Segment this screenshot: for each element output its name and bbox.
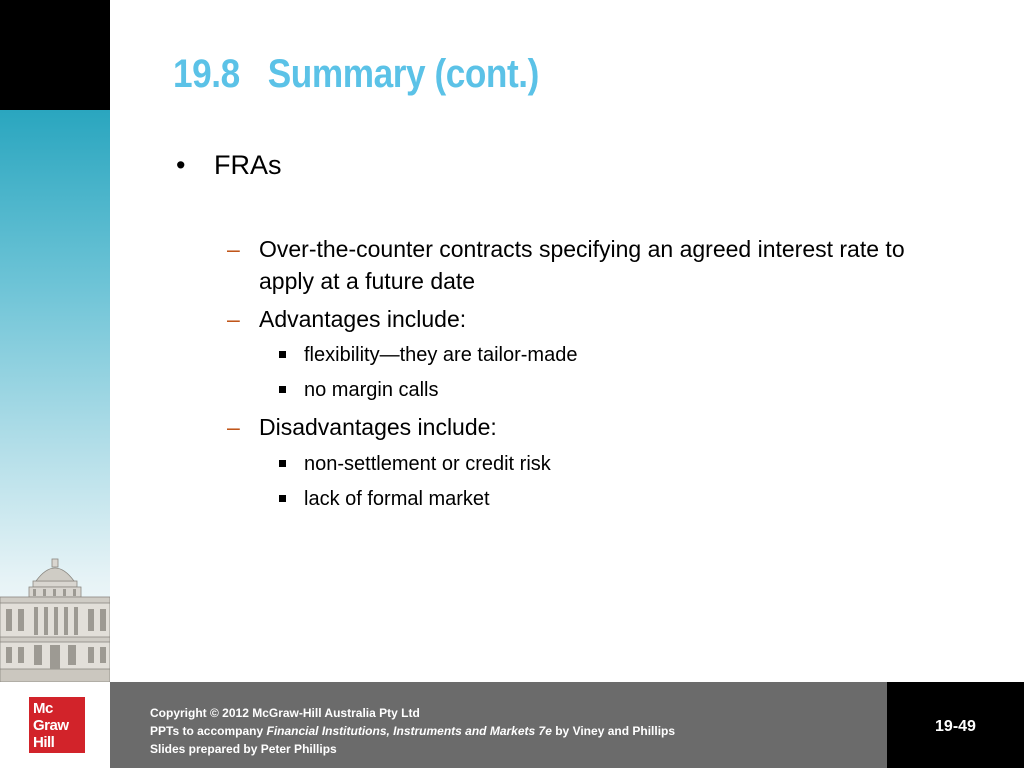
disadvantage-text: lack of formal market [304, 488, 490, 510]
dash-marker: – [227, 306, 240, 332]
logo-line: Hill [33, 734, 55, 751]
footer-info-bar [110, 682, 887, 768]
dash-marker: – [227, 414, 240, 440]
page-number: 19-49 [935, 718, 976, 735]
footer-text [150, 704, 675, 758]
dash-marker: – [227, 236, 240, 262]
logo-area [0, 682, 110, 768]
advantage-text: flexibility—they are tailor-made [304, 344, 578, 366]
page-number-block [887, 682, 1024, 768]
book-title: Financial Institutions, Instruments and Markets 7e [266, 724, 552, 738]
disadvantage-text: non-settlement or credit risk [304, 453, 551, 475]
logo-line: Mc [33, 700, 53, 717]
slide-title: 19.8 Summary (cont.) [173, 52, 539, 96]
logo-line: Graw [33, 717, 69, 734]
sub-item-text: Disadvantages include: [259, 414, 497, 440]
prepared-by-line: Slides prepared by Peter Phillips [150, 742, 337, 756]
ppts-line [150, 722, 675, 740]
building-illustration [0, 557, 110, 682]
ppts-prefix: PPTs to accompany [150, 724, 267, 738]
square-bullet [279, 351, 286, 358]
sub-item-text: Advantages include: [259, 306, 467, 332]
advantage-text: no margin calls [304, 379, 439, 401]
copyright-line: Copyright © 2012 McGraw-Hill Australia Pty Ltd [150, 706, 420, 720]
mcgraw-hill-logo [29, 697, 85, 753]
square-bullet [279, 460, 286, 467]
square-bullet [279, 495, 286, 502]
square-bullet [279, 386, 286, 393]
corner-block [0, 0, 110, 110]
side-gradient-panel [0, 110, 110, 682]
bullet-label: FRAs [214, 150, 282, 180]
slide-footer [0, 682, 1024, 768]
sub-item-text: Over-the-counter contracts specifying an agreed interest rate to apply at a future date [259, 236, 905, 294]
bullet-dot: • [176, 150, 186, 180]
ppts-suffix: by Viney and Phillips [551, 724, 676, 738]
